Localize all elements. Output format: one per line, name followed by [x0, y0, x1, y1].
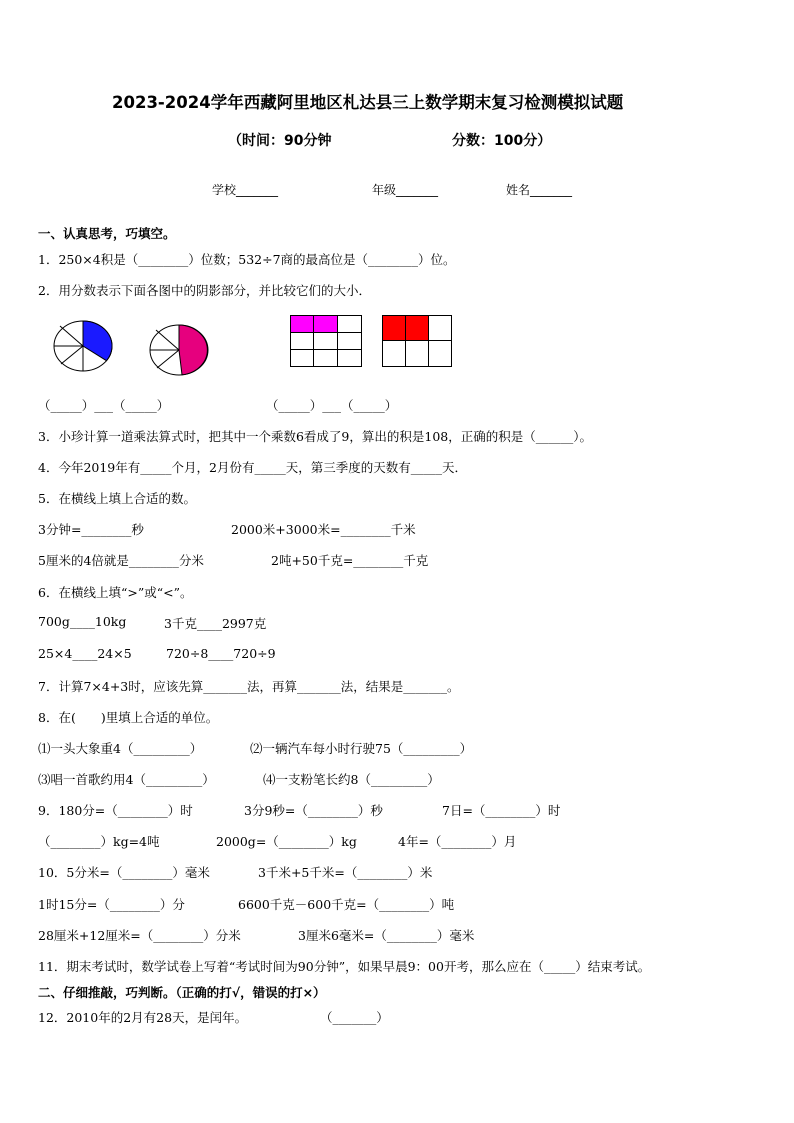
exam-time: （时间：90分钟 — [228, 133, 332, 149]
question-8-a: ⑴一头大象重4（_________） — [38, 741, 203, 756]
question-6-c: 25×4____24×5 — [38, 646, 132, 661]
question-6-a: 700g____10kg — [38, 614, 127, 629]
question-2-answer-left: （_____）___（_____） — [38, 398, 170, 413]
question-10-f: 3厘米6毫米=（________）毫米 — [298, 928, 475, 943]
section-1-heading: 一、认真思考，巧填空。 — [38, 226, 176, 241]
question-5-b: 2000米+3000米=________千米 — [231, 522, 416, 537]
page-title: 2023-2024学年西藏阿里地区札达县三上数学期末复习检测模拟试题 — [112, 93, 624, 112]
school-field: 学校_______ — [212, 183, 279, 197]
circle-figure-pink — [148, 322, 210, 378]
question-6-b: 3千克____2997克 — [164, 616, 267, 631]
question-9-d: （________）kg=4吨 — [38, 834, 160, 849]
question-9-f: 4年=（________）月 — [398, 834, 517, 849]
question-5: 5．在横线上填上合适的数。 — [38, 491, 196, 506]
question-10-b: 3千米+5千米=（________）米 — [258, 865, 433, 880]
question-3: 3．小珍计算一道乘法算式时，把其中一个乘数6看成了9，算出的积是108，正确的积是（______）。 — [38, 429, 592, 444]
question-5-c: 5厘米的4倍就是________分米 — [38, 553, 204, 568]
question-9-c: 7日=（________）时 — [442, 803, 561, 818]
grid-figure-red — [382, 315, 452, 367]
question-9-e: 2000g=（________）kg — [216, 834, 357, 849]
question-1: 1．250×4积是（________）位数；532÷7商的最高位是（________）位。 — [38, 252, 456, 267]
question-11: 11．期末考试时，数学试卷上写着“考试时间为90分钟”，如果早晨9：00开考，那么应在（_____）结束考试。 — [38, 959, 651, 974]
question-2: 2．用分数表示下面各图中的阴影部分，并比较它们的大小． — [38, 283, 371, 298]
question-2-answer-right: （_____）___（_____） — [266, 398, 398, 413]
question-12-blank: （_______） — [320, 1010, 389, 1025]
question-10-c: 1时15分=（________）分 — [38, 897, 185, 912]
name-field: 姓名_______ — [506, 183, 573, 197]
question-6-d: 720÷8____720÷9 — [166, 646, 276, 661]
question-12: 12．2010年的2月有28天，是闰年。 — [38, 1010, 248, 1025]
section-2-heading: 二、仔细推敲，巧判断。（正确的打√，错误的打×） — [38, 985, 326, 1000]
question-6: 6．在横线上填“>”或“<”。 — [38, 585, 193, 600]
question-5-d: 2吨+50千克=________千克 — [271, 553, 429, 568]
question-8-d: ⑷一支粉笔长约8（_________） — [263, 772, 440, 787]
question-9-b: 3分9秒=（________）秒 — [244, 803, 383, 818]
question-5-a: 3分钟=________秒 — [38, 522, 144, 537]
question-10-a: 10．5分米=（________）毫米 — [38, 865, 210, 880]
grid-figure-magenta — [290, 315, 362, 367]
question-8: 8．在( )里填上合适的单位。 — [38, 710, 219, 725]
question-9-a: 9．180分=（________）时 — [38, 803, 193, 818]
question-10-d: 6600千克－600千克=（________）吨 — [238, 897, 455, 912]
question-4: 4．今年2019年有_____个月，2月份有_____天，第三季度的天数有_____天． — [38, 460, 467, 475]
question-8-b: ⑵一辆汽车每小时行驶75（_________） — [250, 741, 473, 756]
question-10-e: 28厘米+12厘米=（________）分米 — [38, 928, 241, 943]
exam-score: 分数：100分） — [452, 133, 552, 149]
grade-field: 年级_______ — [372, 183, 439, 197]
question-8-c: ⑶唱一首歌约用4（_________） — [38, 772, 215, 787]
question-7: 7．计算7×4+3时，应该先算_______法，再算_______法，结果是_______。 — [38, 679, 460, 694]
circle-figure-blue — [52, 318, 114, 374]
